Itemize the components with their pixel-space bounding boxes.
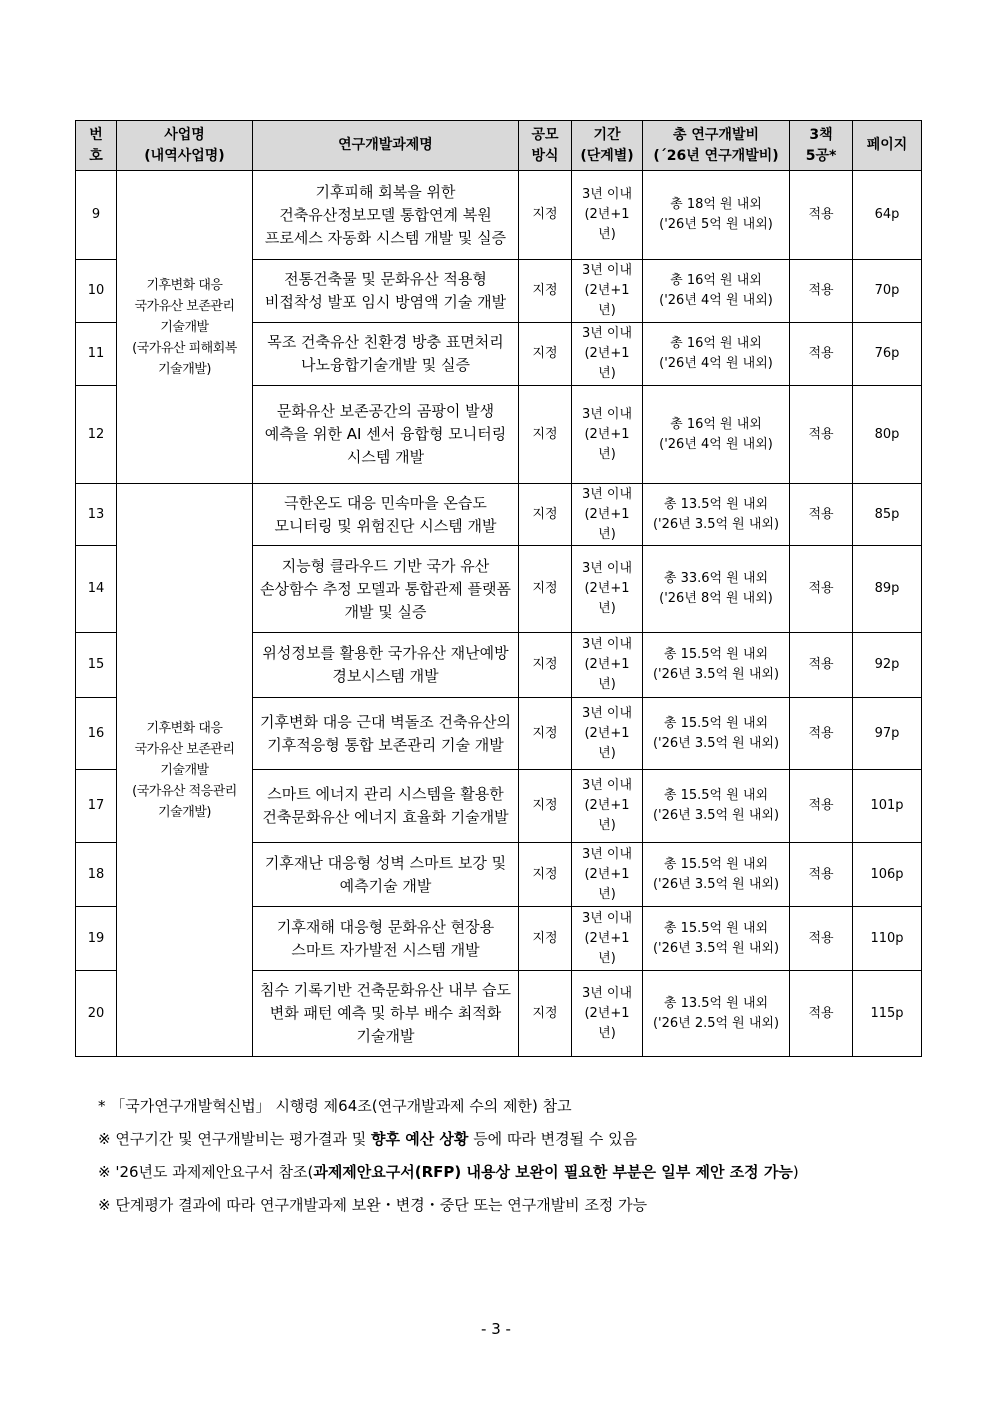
business-name-line: 국가유산 보존관리	[134, 741, 235, 757]
footnote-text: * 「국가연구개발혁신법」 시행령 제64조(연구개발과제 수의 제한) 참고	[98, 1097, 572, 1115]
budget-line: ('26년 3.5억 원 내외)	[652, 516, 780, 532]
period-cell	[572, 770, 643, 843]
business-name-line: 기술개발	[160, 762, 209, 778]
budget-cell	[643, 698, 790, 770]
row-number: 18	[76, 843, 117, 907]
header-period: 기간 (단계별)	[572, 121, 643, 171]
table-row	[76, 171, 922, 260]
footnote-text: ※ '26년도 과제제안요구서 참조(	[98, 1163, 314, 1181]
budget-line: 총 15.5억 원 내외	[663, 920, 769, 936]
budget-line: ('26년 3.5억 원 내외)	[652, 667, 780, 682]
method-cell: 지정	[519, 770, 572, 843]
budget-line: ('26년 4억 원 내외)	[659, 293, 773, 308]
task-title	[253, 633, 519, 698]
rule-cell: 적용	[790, 843, 853, 907]
budget-line: 총 16억 원 내외	[670, 416, 762, 432]
header-business: 사업명 (내역사업명)	[117, 121, 253, 171]
task-title-line: 스마트 에너지 관리 시스템을 활용한	[267, 785, 504, 803]
budget-line: 총 15.5억 원 내외	[663, 856, 769, 872]
period-line: (2년+1년)	[584, 506, 630, 542]
business-name-line: (국가유산 피해회복	[132, 340, 237, 356]
task-title-line: 기후적응형 통합 보존관리 기술 개발	[267, 735, 504, 754]
period-line: (2년+1년)	[584, 930, 630, 966]
period-line: 3년 이내	[581, 326, 633, 341]
budget-cell	[643, 260, 790, 323]
budget-cell	[643, 633, 790, 698]
period-cell	[572, 171, 643, 260]
task-title	[253, 260, 519, 323]
task-title	[253, 484, 519, 546]
period-cell	[572, 633, 643, 698]
business-name-line: 기후변화 대응	[146, 277, 223, 293]
row-number: 19	[76, 907, 117, 971]
task-title-line: 기후피해 회복을 위한	[315, 182, 456, 201]
budget-line: ('26년 8억 원 내외)	[659, 591, 773, 606]
task-title-line: 예측을 위한 AI 센서 융합형 모니터링	[264, 425, 507, 443]
budget-line: 총 16억 원 내외	[670, 273, 762, 288]
project-table	[75, 120, 922, 1057]
period-line: 3년 이내	[581, 263, 633, 278]
task-title-line: 건축문화유산 에너지 효율화 기술개발	[262, 808, 509, 826]
header-no: 번 호	[76, 121, 117, 171]
footnote-item	[98, 1090, 938, 1123]
footnote-text: )	[792, 1163, 799, 1181]
budget-cell	[643, 386, 790, 484]
footnote-emphasis: 과제제안요구서(RFP) 내용상 보완이 필요한 부분은 일부 제안 조정 가능	[313, 1163, 793, 1181]
period-line: (2년+1년)	[584, 866, 630, 902]
period-cell	[572, 260, 643, 323]
method-cell: 지정	[519, 171, 572, 260]
task-title-line: 변화 패턴 예측 및 하부 배수 최적화	[269, 1004, 502, 1022]
period-line: 3년 이내	[581, 187, 633, 202]
budget-line: 총 18억 원 내외	[670, 197, 762, 212]
business-name	[117, 171, 253, 484]
header-rule: 3책 5공*	[790, 121, 853, 171]
task-title-line: 지능형 클라우드 기반 국가 유산	[281, 556, 490, 575]
page-cell: 101p	[853, 770, 922, 843]
header-budget: 총 연구개발비 (´26년 연구개발비)	[643, 121, 790, 171]
period-line: (2년+1년)	[584, 657, 630, 692]
business-name-line: 기술개발	[160, 319, 209, 335]
footnote-text: ※ 연구기간 및 연구개발비는 평가결과 및	[98, 1130, 372, 1148]
period-line: (2년+1년)	[584, 798, 630, 833]
task-title	[253, 323, 519, 386]
page-cell: 89p	[853, 546, 922, 633]
task-title	[253, 171, 519, 260]
rule-cell: 적용	[790, 171, 853, 260]
page-cell: 115p	[853, 971, 922, 1057]
period-cell	[572, 698, 643, 770]
rule-cell: 적용	[790, 971, 853, 1057]
row-number: 16	[76, 698, 117, 770]
business-name-line: 기술개발)	[158, 804, 211, 820]
task-title-line: 나노융합기술개발 및 실증	[301, 356, 470, 374]
task-title-line: 극한온도 대응 민속마을 온습도	[284, 493, 487, 512]
page-cell: 64p	[853, 171, 922, 260]
row-number: 11	[76, 323, 117, 386]
budget-cell	[643, 171, 790, 260]
budget-cell	[643, 770, 790, 843]
business-name-line: 기후변화 대응	[146, 720, 223, 736]
footnote-emphasis: 향후 예산 상황	[371, 1130, 469, 1148]
task-title	[253, 843, 519, 907]
header-task: 연구개발과제명	[253, 121, 519, 171]
row-number: 13	[76, 484, 117, 546]
period-line: 3년 이내	[581, 705, 633, 721]
task-title-line: 기후재난 대응형 성벽 스마트 보강 및	[264, 853, 507, 872]
method-cell: 지정	[519, 546, 572, 633]
method-cell: 지정	[519, 260, 572, 323]
period-line: (2년+1년)	[584, 581, 630, 616]
budget-line: ('26년 3.5억 원 내외)	[652, 876, 780, 892]
period-line: 3년 이내	[581, 910, 633, 926]
period-cell	[572, 386, 643, 484]
row-number: 17	[76, 770, 117, 843]
page-cell: 92p	[853, 633, 922, 698]
period-cell	[572, 907, 643, 971]
budget-cell	[643, 971, 790, 1057]
business-name-line: 기술개발)	[158, 361, 211, 377]
task-title-line: 기후변화 대응 근대 벽돌조 건축유산의	[260, 712, 511, 731]
method-cell: 지정	[519, 907, 572, 971]
period-line: 3년 이내	[581, 846, 633, 862]
method-cell: 지정	[519, 698, 572, 770]
method-cell: 지정	[519, 633, 572, 698]
footnote-item	[98, 1156, 938, 1189]
page-cell: 70p	[853, 260, 922, 323]
budget-cell	[643, 323, 790, 386]
task-title-line: 목조 건축유산 친환경 방충 표면처리	[267, 333, 504, 351]
budget-line: ('26년 4억 원 내외)	[659, 356, 773, 371]
row-number: 15	[76, 633, 117, 698]
budget-cell	[643, 907, 790, 971]
task-title-line: 손상함수 추정 모델과 통합관제 플랫폼	[260, 579, 511, 598]
rule-cell: 적용	[790, 770, 853, 843]
task-title-line: 시스템 개발	[346, 448, 425, 466]
method-cell: 지정	[519, 843, 572, 907]
task-title-line: 기술개발	[356, 1027, 415, 1045]
task-title-line: 경보시스템 개발	[332, 667, 439, 685]
budget-line: 총 13.5억 원 내외	[663, 995, 769, 1011]
footnote-item	[98, 1189, 938, 1222]
task-title	[253, 546, 519, 633]
budget-line: ('26년 2.5억 원 내외)	[652, 1015, 780, 1031]
header-method: 공모 방식	[519, 121, 572, 171]
page-cell: 85p	[853, 484, 922, 546]
business-name-line: 국가유산 보존관리	[134, 298, 235, 314]
budget-line: 총 15.5억 원 내외	[663, 788, 769, 803]
header-page: 페이지	[853, 121, 922, 171]
budget-line: ('26년 4억 원 내외)	[659, 436, 773, 452]
row-number: 14	[76, 546, 117, 633]
method-cell: 지정	[519, 484, 572, 546]
task-title-line: 침수 기록기반 건축문화유산 내부 습도	[260, 981, 511, 999]
business-name	[117, 484, 253, 1057]
task-title-line: 비접착성 발포 임시 방염액 기술 개발	[264, 293, 507, 311]
task-title-line: 위성정보를 활용한 국가유산 재난예방	[262, 644, 509, 662]
footnote-item	[98, 1123, 938, 1156]
period-line: (2년+1년)	[584, 1005, 630, 1041]
period-cell	[572, 323, 643, 386]
period-line: 3년 이내	[581, 778, 633, 793]
rule-cell: 적용	[790, 323, 853, 386]
rule-cell: 적용	[790, 907, 853, 971]
rule-cell: 적용	[790, 546, 853, 633]
table-header-row	[76, 121, 922, 171]
budget-line: 총 13.5억 원 내외	[663, 496, 769, 512]
budget-cell	[643, 484, 790, 546]
period-cell	[572, 484, 643, 546]
row-number: 10	[76, 260, 117, 323]
period-line: 3년 이내	[581, 985, 633, 1001]
task-title-line: 프로세스 자동화 시스템 개발 및 실증	[264, 228, 507, 247]
page-cell: 110p	[853, 907, 922, 971]
footnotes	[98, 1090, 938, 1222]
method-cell: 지정	[519, 971, 572, 1057]
period-line: (2년+1년)	[584, 207, 630, 242]
period-cell	[572, 843, 643, 907]
budget-line: ('26년 3.5억 원 내외)	[652, 940, 780, 956]
method-cell: 지정	[519, 323, 572, 386]
task-title	[253, 770, 519, 843]
table-row	[76, 484, 922, 546]
page-number: - 3 -	[481, 1320, 511, 1338]
page-cell: 106p	[853, 843, 922, 907]
period-line: 3년 이내	[581, 406, 633, 422]
row-number: 12	[76, 386, 117, 484]
period-line: 3년 이내	[581, 561, 633, 576]
task-title-line: 문화유산 보존공간의 곰팡이 발생	[276, 402, 495, 420]
page-cell: 97p	[853, 698, 922, 770]
task-title	[253, 386, 519, 484]
table-body	[76, 171, 922, 1057]
period-line: (2년+1년)	[584, 283, 630, 318]
budget-line: 총 15.5억 원 내외	[663, 715, 769, 731]
budget-line: 총 33.6억 원 내외	[663, 571, 769, 586]
task-title-line: 모니터링 및 위험진단 시스템 개발	[274, 516, 497, 535]
budget-cell	[643, 843, 790, 907]
task-title-line: 건축유산정보모델 통합연계 복원	[279, 205, 492, 224]
period-line: (2년+1년)	[584, 426, 630, 462]
footnote-text: ※ 단계평가 결과에 따라 연구개발과제 보완・변경・중단 또는 연구개발비 조정 가능	[98, 1196, 648, 1214]
budget-cell	[643, 546, 790, 633]
period-line: 3년 이내	[581, 637, 633, 652]
budget-line: ('26년 5억 원 내외)	[659, 217, 773, 232]
row-number: 9	[76, 171, 117, 260]
task-title-line: 스마트 자가발전 시스템 개발	[291, 940, 480, 959]
task-title	[253, 698, 519, 770]
rule-cell: 적용	[790, 484, 853, 546]
budget-line: 총 16억 원 내외	[670, 336, 762, 351]
period-line: 3년 이내	[581, 486, 633, 502]
business-name-line: (국가유산 적응관리	[132, 783, 237, 799]
task-title-line: 예측기술 개발	[339, 876, 432, 895]
row-number: 20	[76, 971, 117, 1057]
period-cell	[572, 971, 643, 1057]
period-cell	[572, 546, 643, 633]
task-title-line: 전통건축물 및 문화유산 적용형	[284, 270, 487, 288]
task-title-line: 기후재해 대응형 문화유산 현장용	[276, 917, 495, 936]
period-line: (2년+1년)	[584, 346, 630, 381]
rule-cell: 적용	[790, 386, 853, 484]
period-line: (2년+1년)	[584, 725, 630, 761]
method-cell: 지정	[519, 386, 572, 484]
budget-line: ('26년 3.5억 원 내외)	[652, 808, 780, 823]
rule-cell: 적용	[790, 633, 853, 698]
page-cell: 80p	[853, 386, 922, 484]
rule-cell: 적용	[790, 698, 853, 770]
task-title	[253, 907, 519, 971]
budget-line: ('26년 3.5억 원 내외)	[652, 735, 780, 751]
task-title	[253, 971, 519, 1057]
task-title-line: 개발 및 실증	[344, 602, 427, 621]
page-cell: 76p	[853, 323, 922, 386]
budget-line: 총 15.5억 원 내외	[663, 647, 769, 662]
footnote-text: 등에 따라 변경될 수 있음	[468, 1130, 638, 1148]
rule-cell: 적용	[790, 260, 853, 323]
